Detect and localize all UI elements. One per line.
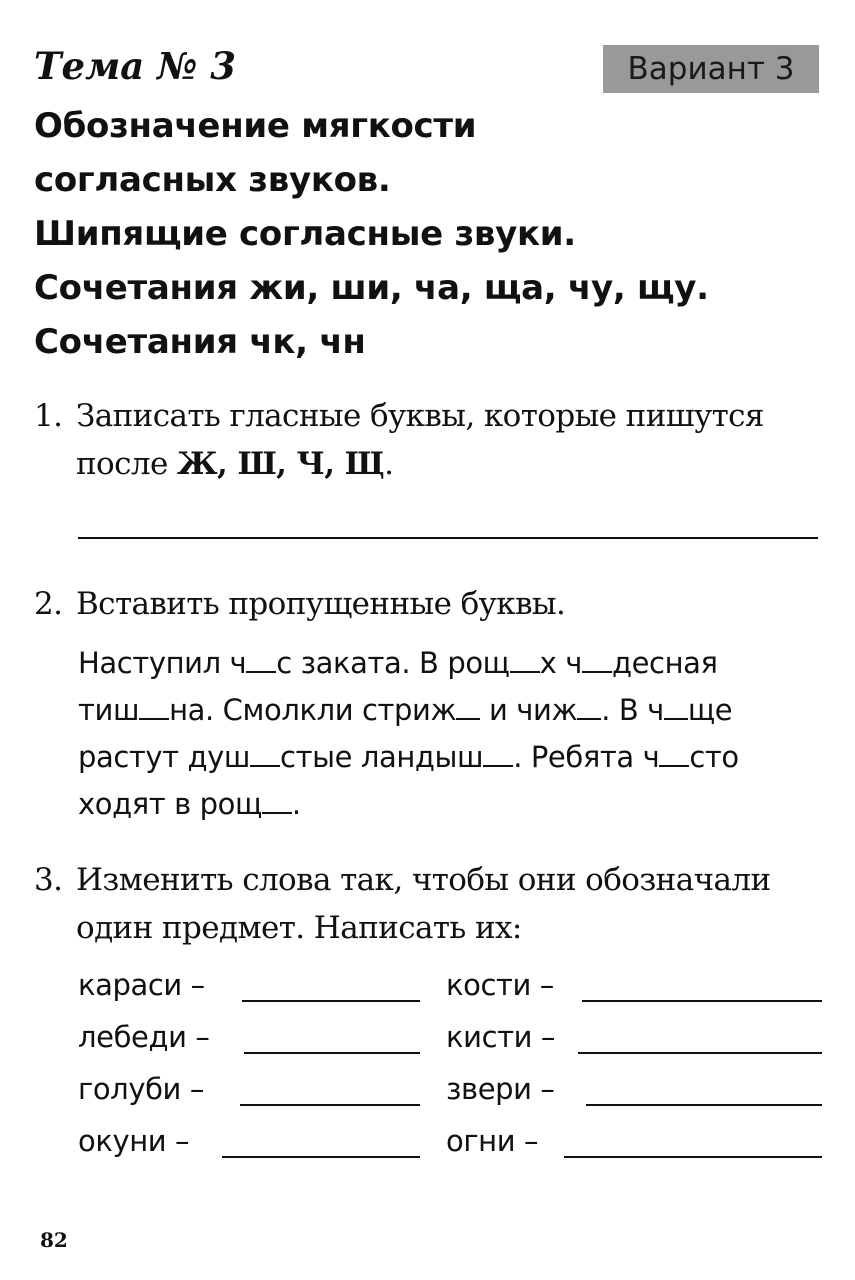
passage-text: . Ребята ч (513, 740, 660, 774)
blank-gap[interactable] (250, 764, 280, 767)
passage-text: десная (611, 646, 718, 680)
word-right-1: кости – (446, 968, 554, 1002)
topic-label: Тема № 3 (34, 44, 236, 88)
passage-line-1 (78, 646, 718, 680)
blank-gap[interactable] (659, 764, 689, 767)
task-1-suffix: . (384, 446, 394, 482)
page-number: 82 (40, 1228, 68, 1252)
passage-text: ще (687, 693, 733, 727)
word-left-1: караси – (78, 968, 205, 1002)
passage-text: с заката. В рощ (276, 646, 510, 680)
task-3-number: 3. (34, 862, 63, 898)
word-right-3: звери – (446, 1072, 555, 1106)
word-left-3: голуби – (78, 1072, 204, 1106)
title-line-3: Шипящие согласные звуки. (34, 214, 576, 254)
passage-text: тиш (78, 693, 140, 727)
blank-gap[interactable] (139, 717, 169, 720)
blank-gap[interactable] (246, 670, 276, 673)
passage-text: ходят в рощ (78, 787, 262, 821)
title-line-4: Сочетания жи, ши, ча, ща, чу, щу. (34, 268, 709, 308)
passage-line-4 (78, 787, 301, 821)
blank-gap[interactable] (510, 670, 540, 673)
passage-text: сто (689, 740, 739, 774)
title-line-1: Обозначение мягкости (34, 106, 477, 146)
passage-text: . (291, 787, 301, 821)
word-right-2: кисти – (446, 1020, 555, 1054)
word-left-4: окуни – (78, 1124, 190, 1158)
blank-gap[interactable] (262, 811, 292, 814)
answer-line-right-2[interactable] (578, 1052, 822, 1054)
task-2-number: 2. (34, 586, 63, 622)
task-2-instruction: Вставить пропущенные буквы. (76, 586, 566, 622)
task-1-letters: Ж, Ш, Ч, Щ (176, 446, 385, 482)
answer-line-left-4[interactable] (222, 1156, 420, 1158)
task-3-line-2: один предмет. Написать их: (76, 910, 522, 946)
passage-line-2 (78, 693, 732, 727)
passage-line-3 (78, 740, 739, 774)
answer-line-right-3[interactable] (586, 1104, 822, 1106)
task-1-number: 1. (34, 398, 63, 434)
answer-line-left-1[interactable] (242, 1000, 420, 1002)
title-line-5: Сочетания чк, чн (34, 322, 366, 362)
passage-text: на. Смолкли стриж (169, 693, 457, 727)
answer-line-right-1[interactable] (582, 1000, 822, 1002)
answer-line-left-2[interactable] (244, 1052, 420, 1054)
blank-gap[interactable] (483, 764, 513, 767)
passage-text: и чиж (480, 693, 578, 727)
passage-text: Наступил ч (78, 646, 247, 680)
answer-line-left-3[interactable] (240, 1104, 420, 1106)
task-1-line-1: Записать гласные буквы, которые пишутся (76, 398, 764, 434)
blank-gap[interactable] (456, 717, 480, 720)
variant-badge: Вариант 3 (603, 45, 819, 93)
blank-gap[interactable] (664, 717, 688, 720)
passage-text: растут душ (78, 740, 251, 774)
passage-text: . В ч (601, 693, 664, 727)
task-1-line-2 (76, 446, 393, 482)
word-left-2: лебеди – (78, 1020, 210, 1054)
answer-line-right-4[interactable] (564, 1156, 822, 1158)
task-1-answer-line[interactable] (78, 537, 818, 539)
task-3-line-1: Изменить слова так, чтобы они обозначали (76, 862, 771, 898)
passage-text: стые ландыш (280, 740, 484, 774)
title-line-2: согласных звуков. (34, 160, 391, 200)
blank-gap[interactable] (577, 717, 601, 720)
passage-text: х ч (539, 646, 582, 680)
word-right-4: огни – (446, 1124, 539, 1158)
blank-gap[interactable] (582, 670, 612, 673)
task-1-prefix: после (76, 446, 177, 482)
